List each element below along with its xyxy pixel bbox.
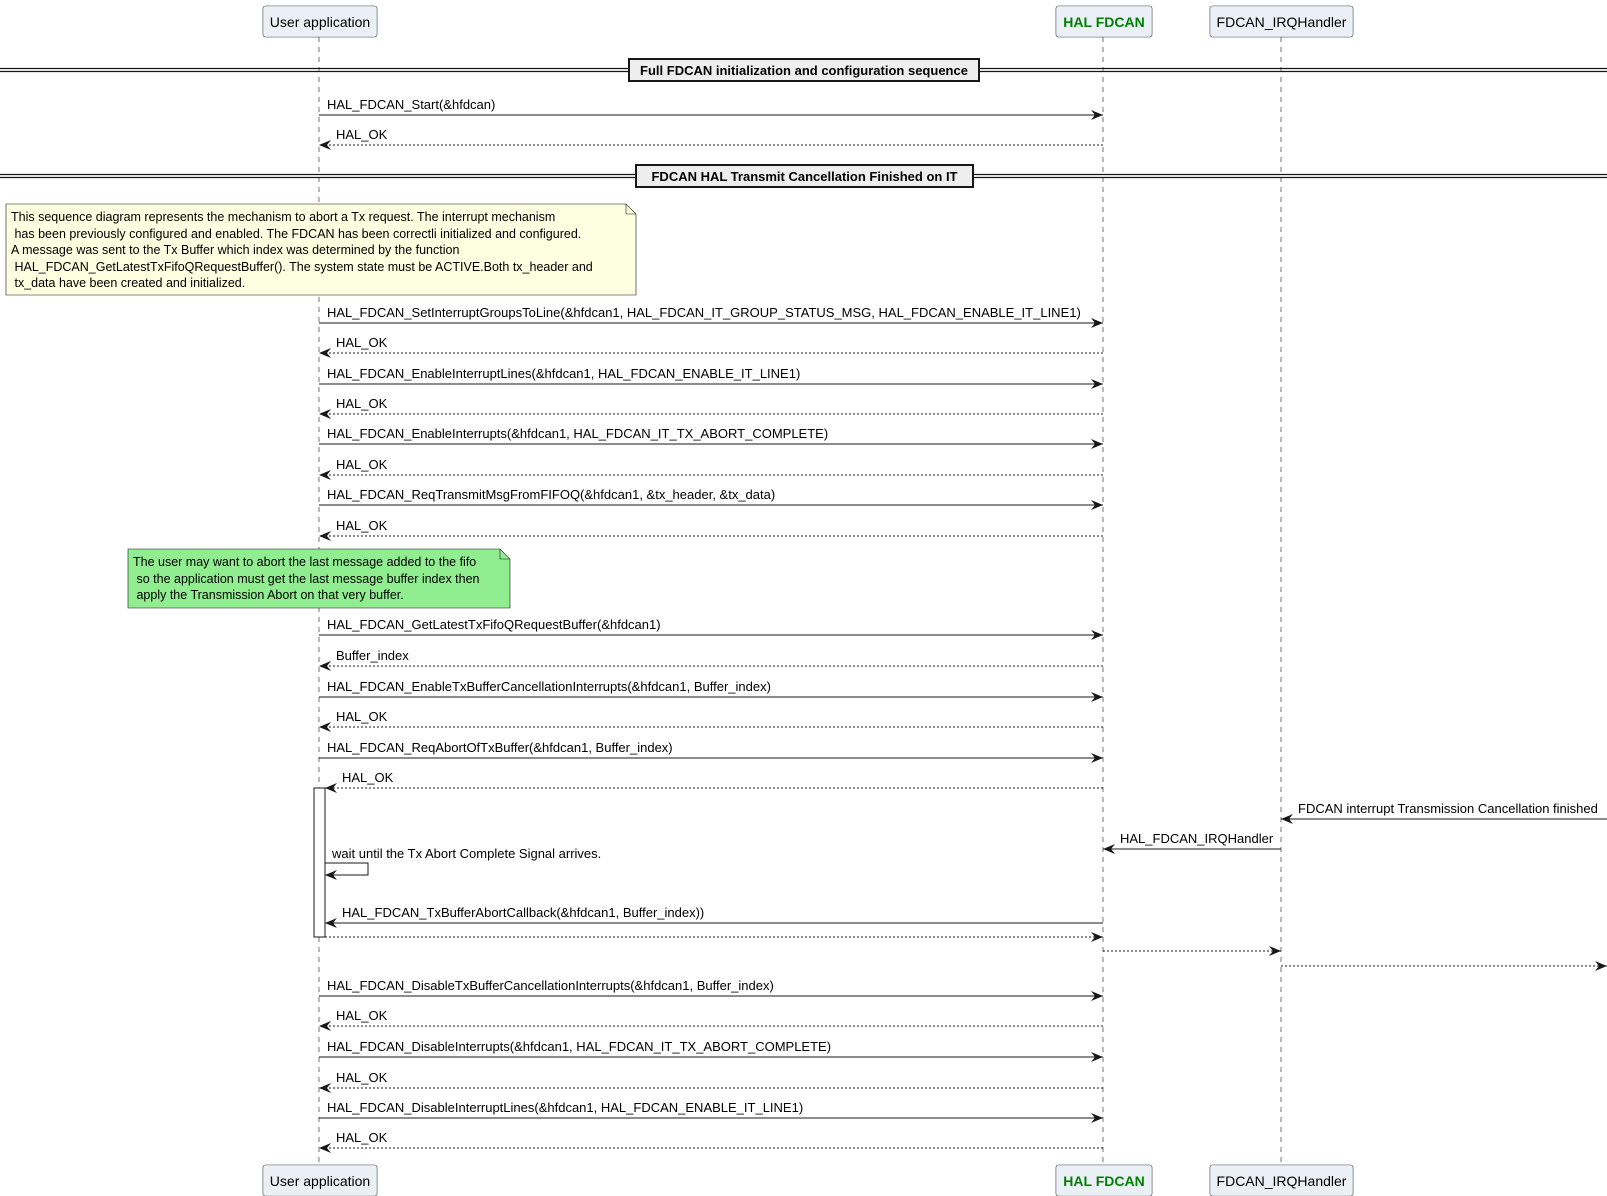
call-message (319, 97, 1103, 115)
participant-user-bottom (263, 1165, 377, 1196)
participant-user-top (263, 6, 377, 37)
divider-label: Full FDCAN initialization and configuration sequence (640, 63, 968, 78)
return-message (319, 1130, 1103, 1148)
message-label: HAL_OK (336, 457, 388, 472)
return-message (319, 396, 1103, 414)
return-message (319, 1070, 1103, 1088)
return-message (319, 1008, 1103, 1026)
activation-bar (314, 788, 325, 937)
participant-label: HAL FDCAN (1063, 1173, 1145, 1189)
message-label: HAL_FDCAN_SetInterruptGroupsToLine(&hfdcan1, HAL_FDCAN_IT_GROUP_STATUS_MSG, HAL_FDCAN_ENABLE_IT_LINE1) (327, 305, 1081, 320)
participant-label: User application (269, 1173, 371, 1189)
participant-irq-top (1210, 6, 1353, 37)
participant-label: HAL FDCAN (1063, 14, 1145, 30)
message-label: HAL_OK (342, 770, 394, 785)
message-label: HAL_FDCAN_EnableInterrupts(&hfdcan1, HAL_FDCAN_IT_TX_ABORT_COMPLETE) (327, 426, 829, 441)
message-label: HAL_OK (336, 335, 388, 350)
note-line: A message was sent to the Tx Buffer which index was determined by the function (11, 243, 460, 257)
participant-label: FDCAN_IRQHandler (1216, 14, 1347, 30)
message-label: FDCAN interrupt Transmission Cancellation finished (1298, 801, 1598, 816)
participant-label: FDCAN_IRQHandler (1216, 1173, 1347, 1189)
return-message (319, 648, 1103, 666)
message-label: HAL_FDCAN_DisableInterrupts(&hfdcan1, HAL_FDCAN_IT_TX_ABORT_COMPLETE) (327, 1039, 832, 1054)
message-label: HAL_FDCAN_EnableTxBufferCancellationInterrupts(&hfdcan1, Buffer_index) (327, 679, 771, 694)
note-sequence-description (6, 204, 636, 295)
call-message (319, 1039, 1103, 1057)
message-label: HAL_FDCAN_IRQHandler (1120, 831, 1274, 846)
return-message (319, 127, 1103, 145)
divider (0, 165, 1607, 187)
message-label: HAL_OK (336, 1130, 388, 1145)
note-line: apply the Transmission Abort on that very buffer. (133, 588, 404, 602)
message-label: HAL_OK (336, 127, 388, 142)
call-message (319, 679, 1103, 697)
participant-irq-bottom (1210, 1165, 1353, 1196)
divider (0, 59, 1607, 81)
message-label: HAL_OK (336, 709, 388, 724)
call-message (319, 305, 1103, 323)
call-message (319, 487, 1103, 505)
message-label: wait until the Tx Abort Complete Signal arrives. (332, 846, 602, 861)
call-message (1281, 801, 1607, 819)
message-label: HAL_FDCAN_ReqTransmitMsgFromFIFOQ(&hfdcan1, &tx_header, &tx_data) (327, 487, 776, 502)
message-label: HAL_FDCAN_Start(&hfdcan) (327, 97, 496, 112)
note-text (133, 554, 505, 604)
note-text (11, 209, 631, 292)
return-message (319, 457, 1103, 475)
message-label: HAL_FDCAN_TxBufferAbortCallback(&hfdcan1, Buffer_index)) (342, 905, 705, 920)
message-label: Buffer_index (336, 648, 409, 663)
call-message (319, 978, 1103, 996)
message-label: HAL_OK (336, 1008, 388, 1023)
note-line: The user may want to abort the last message added to the fifo (133, 555, 477, 569)
call-message (319, 740, 1103, 758)
note-line: tx_data have been created and initialized. (11, 276, 246, 290)
divider-label: FDCAN HAL Transmit Cancellation Finished on IT (651, 169, 958, 184)
call-message (319, 617, 1103, 635)
return-message (319, 518, 1103, 536)
call-message (319, 426, 1103, 444)
note-line: has been previously configured and enabled. The FDCAN has been correctli initialized and configured. (11, 226, 582, 241)
message-label: HAL_FDCAN_GetLatestTxFifoQRequestBuffer(&hfdcan1) (327, 617, 661, 632)
return-message (319, 709, 1103, 727)
note-line: so the application must get the last message buffer index then (133, 571, 480, 586)
note-abort-last-message (128, 549, 510, 608)
participant-label: User application (269, 14, 371, 30)
message-label: HAL_FDCAN_DisableTxBufferCancellationInterrupts(&hfdcan1, Buffer_index) (327, 978, 774, 993)
call-message (319, 366, 1103, 384)
message-label: HAL_FDCAN_DisableInterruptLines(&hfdcan1, HAL_FDCAN_ENABLE_IT_LINE1) (327, 1100, 804, 1115)
message-label: HAL_OK (336, 518, 388, 533)
call-message (325, 846, 601, 875)
call-message (325, 905, 1103, 923)
note-line: This sequence diagram represents the mechanism to abort a Tx request. The interrupt mechanism (11, 210, 556, 224)
message-label: HAL_FDCAN_ReqAbortOfTxBuffer(&hfdcan1, Buffer_index) (327, 740, 673, 755)
return-message (325, 770, 1103, 788)
participant-hal-bottom (1056, 1165, 1152, 1196)
call-message (319, 1100, 1103, 1118)
call-message (1103, 831, 1281, 849)
message-label: HAL_OK (336, 1070, 388, 1085)
note-line: HAL_FDCAN_GetLatestTxFifoQRequestBuffer(). The system state must be ACTIVE.Both tx_header and (11, 259, 593, 274)
return-message (319, 335, 1103, 353)
participant-hal-top (1056, 6, 1152, 37)
message-label: HAL_OK (336, 396, 388, 411)
message-label: HAL_FDCAN_EnableInterruptLines(&hfdcan1, HAL_FDCAN_ENABLE_IT_LINE1) (327, 366, 801, 381)
message-arrow (325, 863, 368, 875)
